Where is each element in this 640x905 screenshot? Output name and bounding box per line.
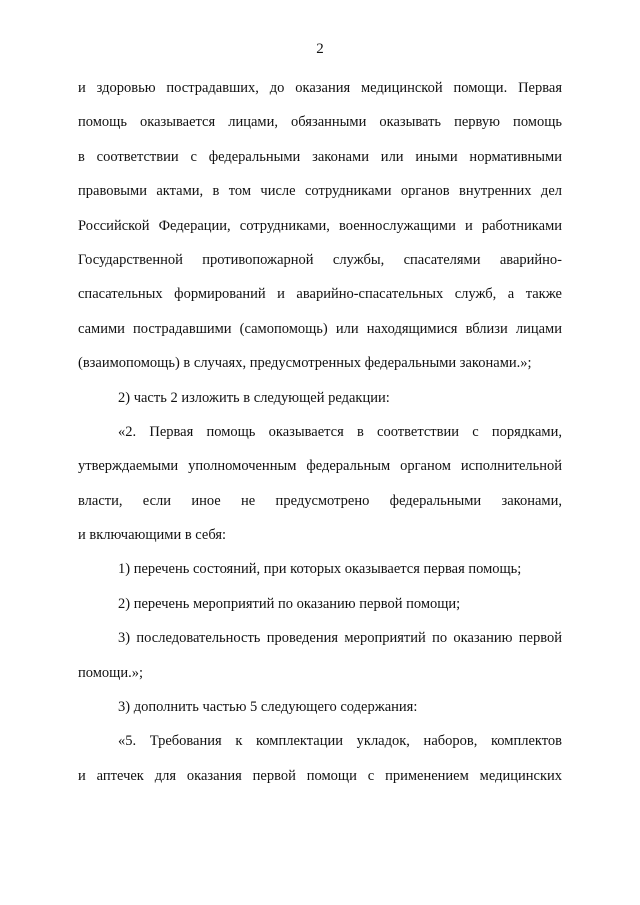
text-line: 2) перечень мероприятий по оказанию первой помощи; (118, 595, 461, 612)
text-line: Государственной противопожарной службы, спасателями аварийно- (78, 251, 562, 268)
text-line: 3) дополнить частью 5 следующего содержания: (118, 699, 418, 716)
text-line: и аптечек для оказания первой помощи с применением медицинских (78, 767, 562, 784)
text-line: 2) часть 2 изложить в следующей редакции: (118, 389, 390, 406)
text-line: (взаимопомощь) в случаях, предусмотренных федеральными законами.»; (78, 355, 532, 372)
page-number: 2 (316, 41, 324, 57)
text-line: утверждаемыми уполномоченным федеральным органом исполнительной (78, 458, 562, 475)
text-line: в соответствии с федеральными законами или иными нормативными (78, 148, 562, 165)
text-line: самими пострадавшими (самопомощь) или находящимися вблизи лицами (78, 320, 562, 337)
text-line: и включающими в себя: (78, 527, 227, 544)
text-line: и здоровью пострадавших, до оказания медицинской помощи. Первая (78, 80, 562, 96)
text-line: власти, если иное не предусмотрено федеральными законами, (78, 492, 562, 509)
text-line: 3) последовательность проведения мероприятий по оказанию первой (118, 630, 562, 647)
document-body (78, 71, 562, 793)
text-line: 1) перечень состояний, при которых оказывается первая помощь; (118, 561, 522, 578)
text-line: правовыми актами, в том числе сотрудниками органов внутренних дел (78, 183, 562, 200)
text-line: «2. Первая помощь оказывается в соответствии с порядками, (118, 423, 562, 440)
text-line: помощи.»; (78, 664, 143, 681)
text-line: «5. Требования к комплектации укладок, наборов, комплектов (118, 733, 562, 750)
text-line: спасательных формирований и аварийно-спасательных служб, а также (78, 286, 562, 303)
text-line: Российской Федерации, сотрудниками, военнослужащими и работниками (78, 217, 562, 234)
text-line: помощь оказывается лицами, обязанными оказывать первую помощь (78, 114, 562, 131)
